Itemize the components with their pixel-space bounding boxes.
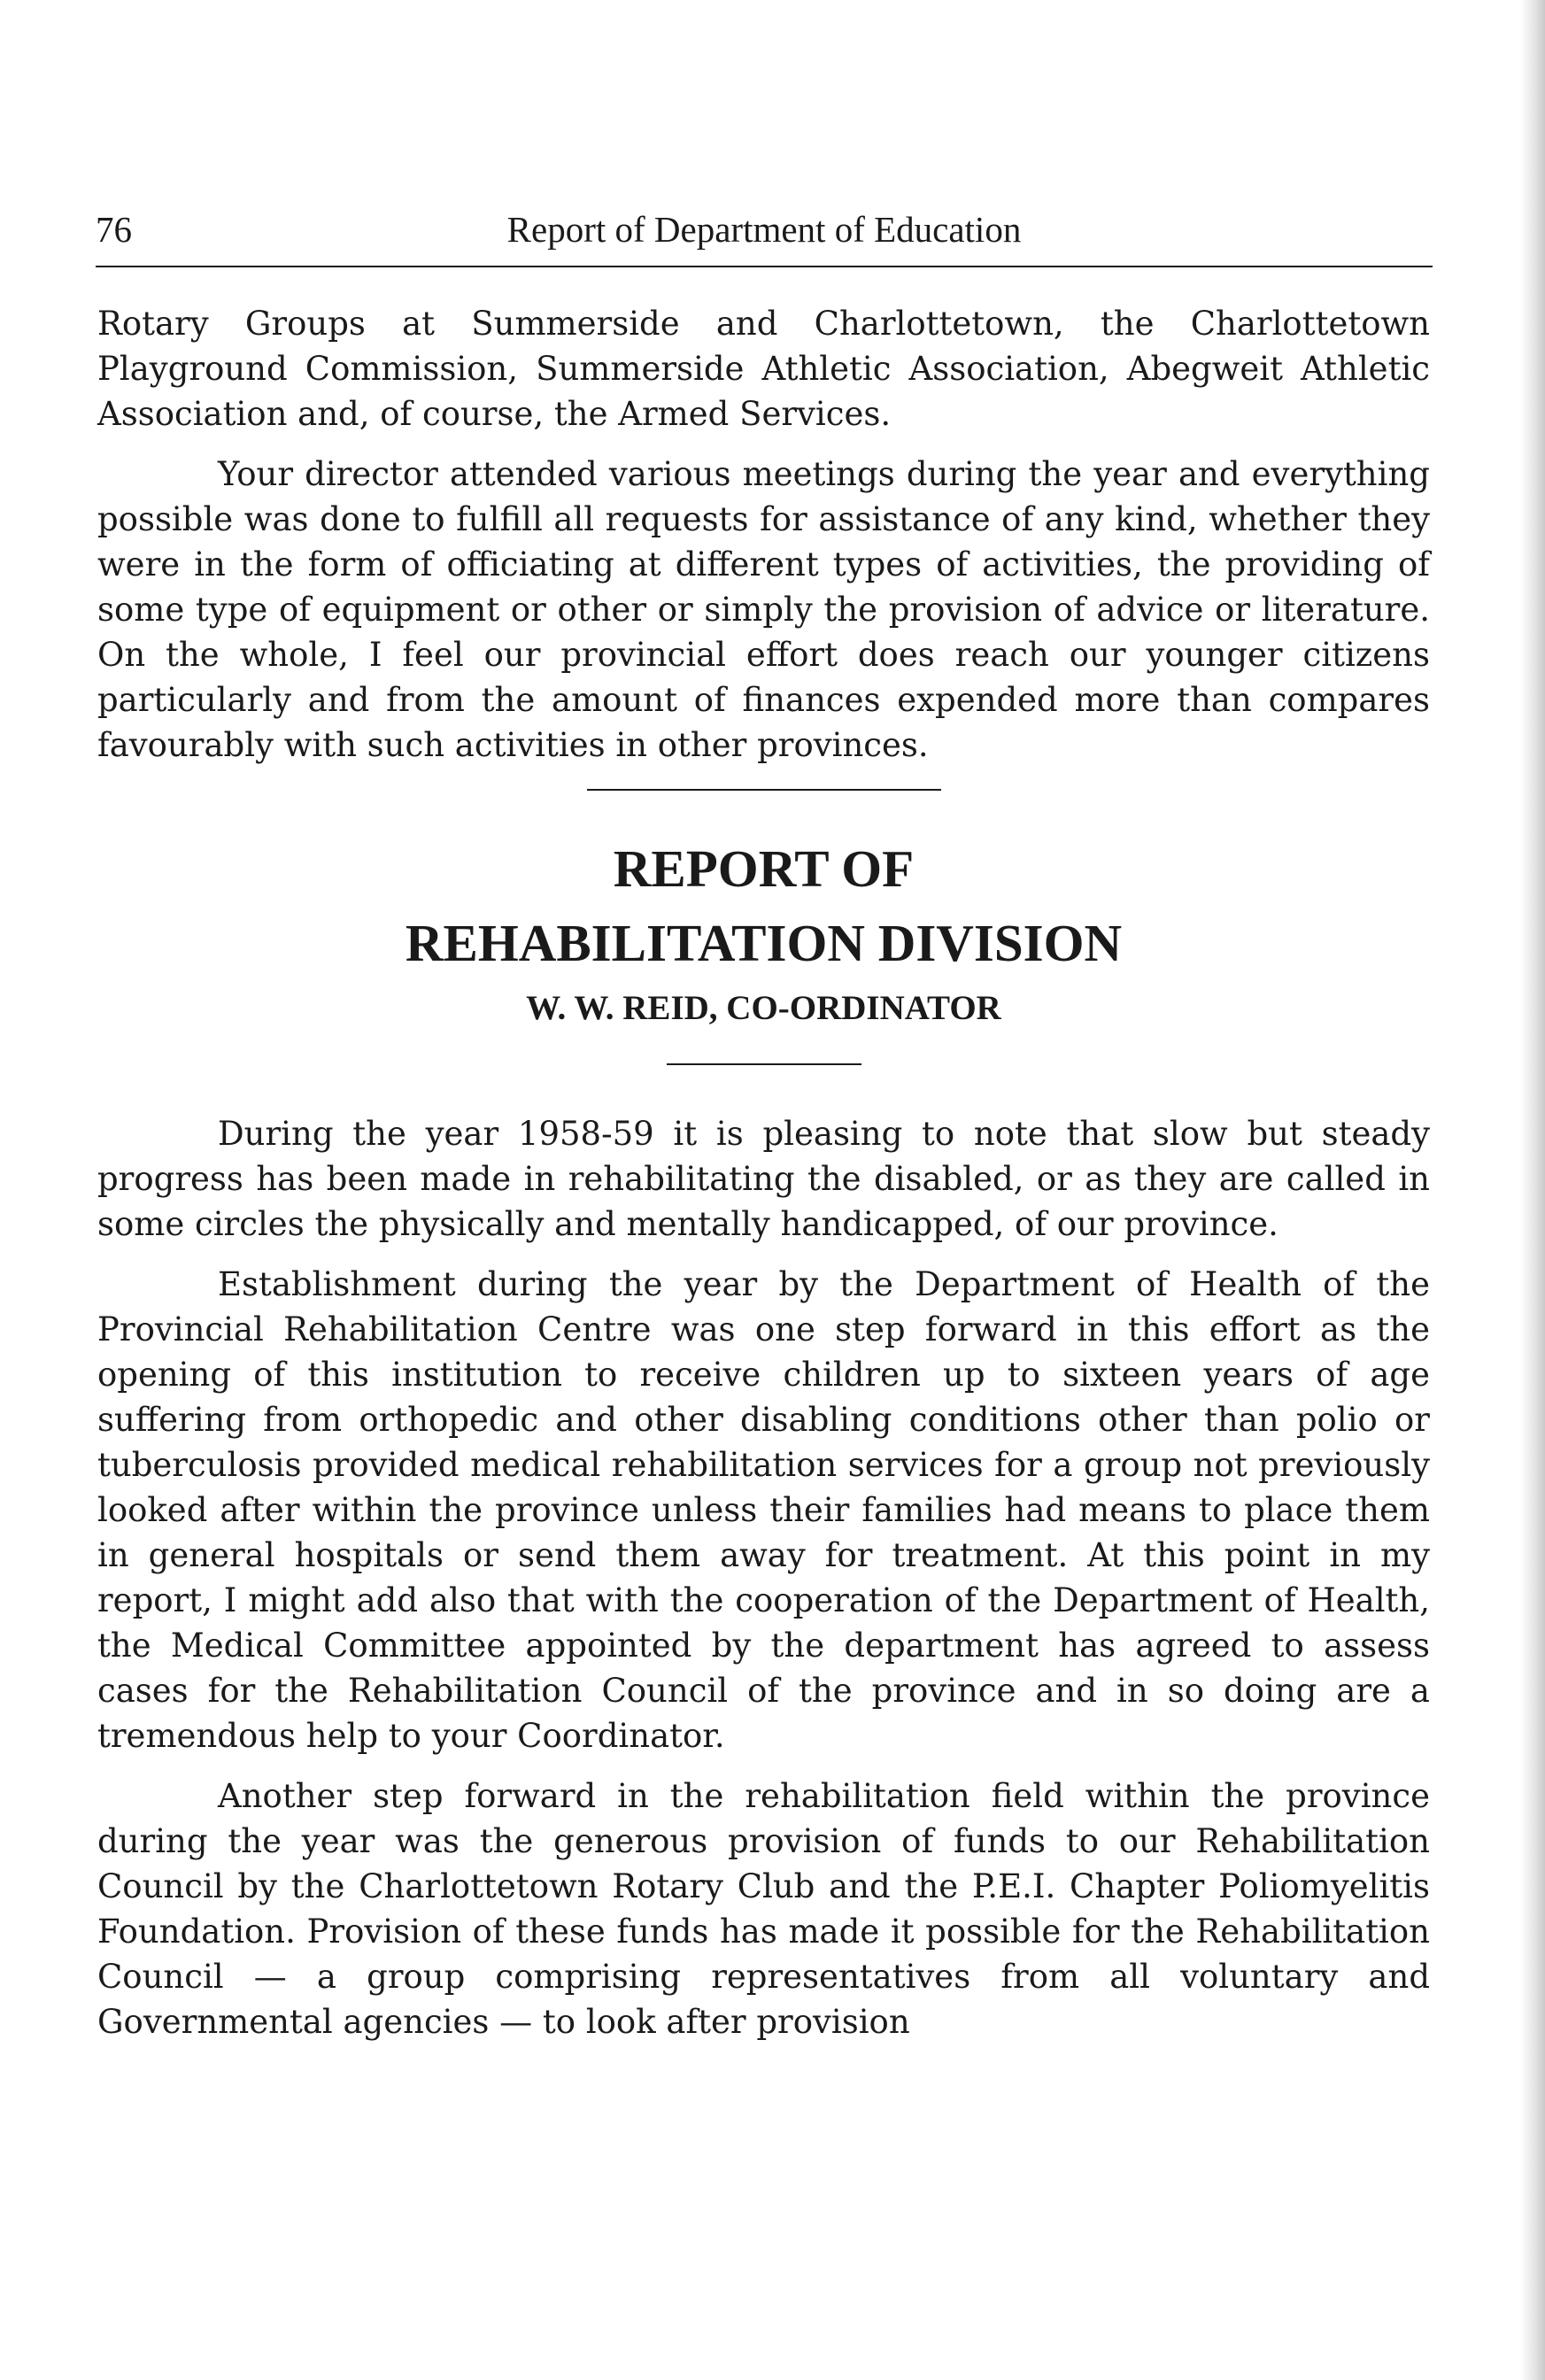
section-divider (587, 789, 941, 791)
running-title: Report of Department of Education (506, 209, 1022, 250)
title-divider (667, 1063, 861, 1065)
paragraph-continued: Rotary Groups at Summerside and Charlottetown, the Charlottetown Playground Commission, Summerside Athletic Association, Abegweit Athletic Association and, of course, the Armed Services. (97, 305, 1430, 433)
paragraph: Another step forward in the rehabilitation field within the province during the year was the generous provision of funds to our Rehabilitation Council by the Charlottetown Rotary Club and the P.E.I. Chapter Poliomyelitis Foundation. Provision of these funds has made it possible for the Rehabilitation Council — a group comprising representatives from all voluntary and Governmental agencies — to look after provision (97, 1777, 1430, 2041)
running-head (96, 208, 1433, 261)
paragraph: During the year 1958-59 it is pleasing to note that slow but steady progress has been made in rehabilitating the disabled, or as they are called in some circles the physically and mentally handicapped, of our province. (97, 1115, 1430, 1243)
section-title-line-2: REHABILITATION DIVISION (405, 914, 1123, 972)
header-rule (96, 266, 1433, 267)
paragraph: Establishment during the year by the Department of Health of the Provincial Rehabilitation Centre was one step forward in this effort as the opening of this institution to receive children up to sixteen years of age suffering from orthopedic and other disabling conditions other than polio or tuberculosis provided medical rehabilitation services for a group not previously looked after within the province unless their families had means to place them in general hospitals or send them away for treatment. At this point in my report, I might add also that with the cooperation of the Department of Health, the Medical Committee appointed by the department has agreed to assess cases for the Rehabilitation Council of the province and in so doing are a tremendous help to your Coordinator. (97, 1265, 1430, 1755)
page-edge-shadow (1520, 0, 1545, 2380)
section-title-line-1: REPORT OF (613, 839, 915, 898)
page-number: 76 (96, 209, 132, 250)
page-body (97, 301, 1430, 2044)
paragraph: Your director attended various meetings during the year and everything possible was done to fulfill all requests for assistance of any kind, whether they were in the form of officiating at different types of activities, the providing of some type of equipment or other or simply the provision of advice or literature. On the whole, I feel our provincial effort does reach our younger citizens particularly and from the amount of finances expended more than compares favourably with such activities in other provinces. (97, 455, 1430, 764)
section-author: W. W. REID, CO-ORDINATOR (526, 989, 1001, 1027)
